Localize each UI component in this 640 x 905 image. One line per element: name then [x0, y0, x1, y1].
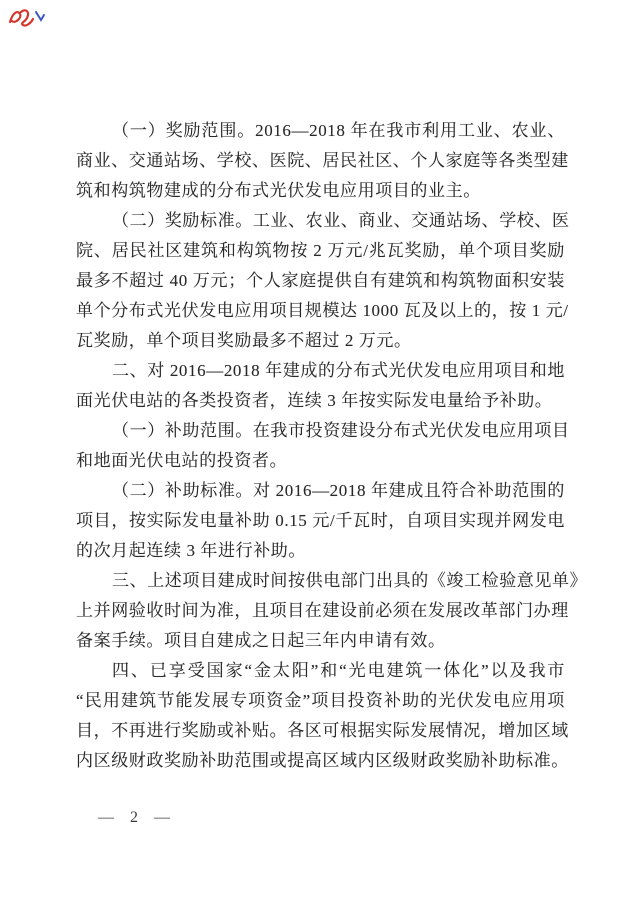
- paragraph: [76, 206, 570, 356]
- text-line: 项目，按实际发电量补助 0.15 元/千瓦时，自项目实现并网发电: [76, 511, 565, 530]
- paragraph: [76, 566, 588, 656]
- text-line: （一）补助范围。在我市投资建设分布式光伏发电应用项目: [112, 421, 570, 440]
- text-line: 瓦奖励，单个项目奖励最多不超过 2 万元。: [76, 331, 412, 350]
- text-line: 最多不超过 40 万元；个人家庭提供自有建筑和构筑物面积安装: [76, 271, 565, 290]
- paragraph: [76, 116, 569, 206]
- text-line: 备案手续。项目自建成之日起三年内申请有效。: [76, 631, 446, 650]
- text-line: （一）奖励范围。2016—2018 年在我市利用工业、农业、: [112, 121, 565, 140]
- text-line: 商业、交通站场、学校、医院、居民社区、个人家庭等各类型建: [76, 151, 569, 170]
- text-line: 筑和构筑物建成的分布式光伏发电应用项目的业主。: [76, 181, 481, 200]
- text-line: （二）奖励标准。工业、农业、商业、交通站场、学校、医: [112, 211, 570, 230]
- paragraph: [76, 476, 565, 566]
- text-line: 院、居民社区建筑和构筑物按 2 万元/兆瓦奖励，单个项目奖励: [76, 241, 565, 260]
- text-line: 目，不再进行奖励或补贴。各区可根据实际发展情况，增加区域: [76, 721, 569, 740]
- text-line: 单个分布式光伏发电应用项目规模达 1000 瓦及以上的，按 1 元/: [76, 301, 569, 320]
- paragraph: [76, 656, 569, 776]
- paragraph: [76, 356, 565, 416]
- text-line: 的次月起连续 3 年进行补助。: [76, 541, 306, 560]
- text-line: 面光伏电站的各类投资者，连续 3 年按实际发电量给予补助。: [76, 391, 553, 410]
- document-body: [76, 116, 588, 776]
- page-number: — 2 —: [98, 809, 176, 826]
- text-line: 上并网验收时间为准，且项目在建设前必须在发展改革部门办理: [76, 601, 569, 620]
- text-line: 内区级财政奖励补助范围或提高区域内区级财政奖励补助标准。: [76, 751, 569, 770]
- paragraph: [76, 416, 570, 476]
- text-line: （二）补助标准。对 2016—2018 年建成且符合补助范围的: [112, 481, 565, 500]
- text-line: 二、对 2016—2018 年建成的分布式光伏发电应用项目和地: [112, 361, 565, 380]
- text-line: 三、上述项目建成时间按供电部门出具的《竣工检验意见单》: [112, 571, 588, 590]
- corner-watermark-icon: [6, 4, 48, 32]
- text-line: “民用建筑节能发展专项资金”项目投资补助的光伏发电应用项: [76, 691, 565, 710]
- text-line: 和地面光伏电站的投资者。: [76, 451, 288, 470]
- text-line: 四、已享受国家“金太阳”和“光电建筑一体化”以及我市: [112, 661, 565, 680]
